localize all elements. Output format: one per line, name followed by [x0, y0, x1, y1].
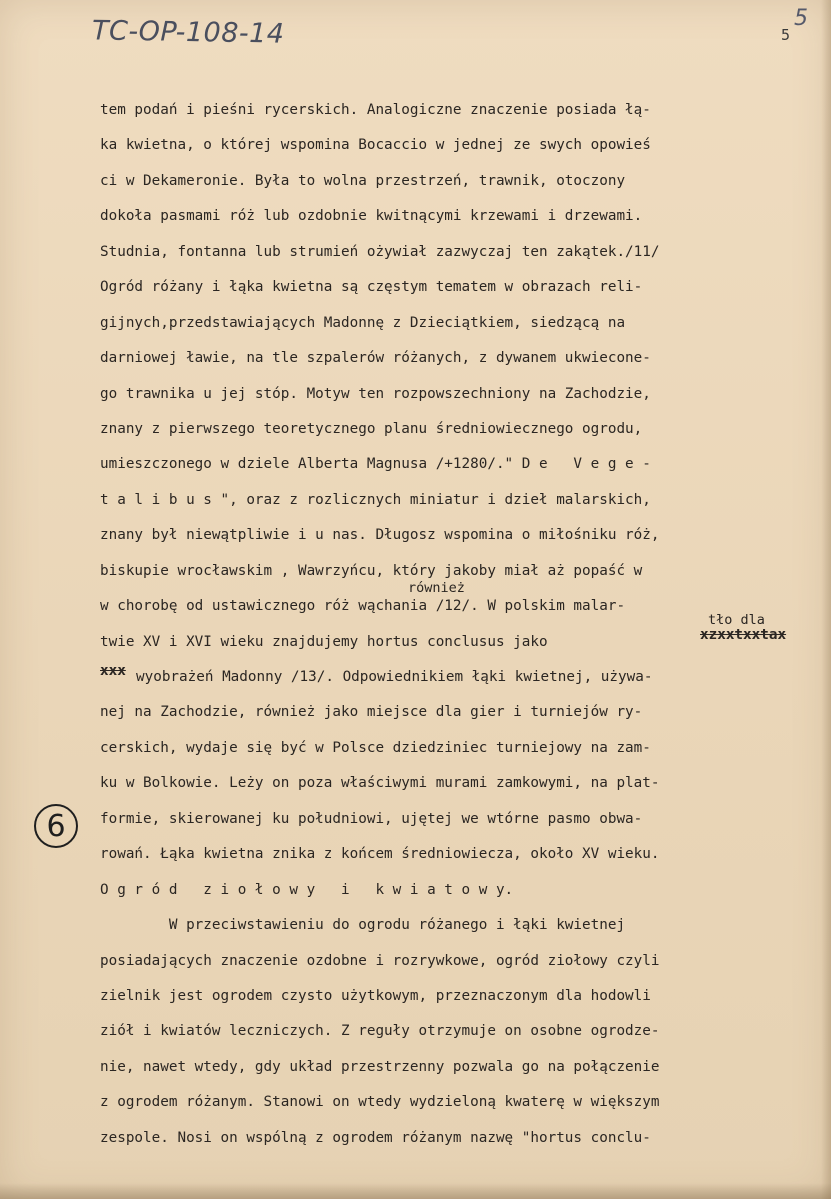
struck-text-end: xzxxtxxtax	[700, 627, 787, 643]
text-line: gijnych,przedstawiających Madonnę z Dzieciątkiem, siedzącą na	[100, 314, 626, 331]
text-line: t a l i b u s ", oraz z rozlicznych miniatur i dzieł malarskich,	[100, 491, 651, 508]
page-number: 5	[781, 26, 791, 44]
text-line: w chorobę od ustawicznego róż wąchania /12/. W polskim malar-	[100, 598, 626, 615]
text-line: umieszczonego w dziele Alberta Magnusa /+1280/." D e V e g e -	[100, 456, 651, 473]
text-line: zespole. Nosi on wspólną z ogrodem różanym nazwę "hortus conclu-	[100, 1129, 651, 1146]
text-line: z ogrodem różanym. Stanowi on wtedy wydzieloną kwaterę w większym	[100, 1094, 660, 1111]
text-line: ku w Bolkowie. Leży on poza właściwymi murami zamkowymi, na plat-	[100, 775, 660, 792]
text-line: Ogród różany i łąka kwietna są częstym tematem w obrazach reli-	[100, 279, 643, 296]
archive-id: TC-OP-108-14	[91, 15, 285, 50]
text-line: formie, skierowanej ku południowi, ujętej we wtórne pasmo obwa-	[100, 810, 643, 827]
text-line: dokoła pasmami róż lub ozdobnie kwitnącymi krzewami i drzewami.	[100, 208, 643, 225]
text-line: Studnia, fontanna lub strumień ożywiał zazwyczaj ten zakątek./11/	[100, 243, 660, 260]
circled-section-number: 6	[34, 804, 78, 848]
text-line: nej na Zachodzie, również jako miejsce dla gier i turniejów ry-	[100, 704, 643, 721]
text-line: wyobrażeń Madonny /13/. Odpowiednikiem łąki kwietnej, używa-	[136, 669, 653, 685]
text-line: ci w Dekameronie. Była to wolna przestrzeń, trawnik, otoczony	[100, 172, 626, 189]
text-line: darniowej ławie, na tle szpalerów różanych, z dywanem ukwieconе-	[100, 350, 651, 367]
text-line: znany z pierwszego teoretycznego planu średniowiecznego ogrodu,	[100, 420, 643, 437]
text-line: biskupie wrocławskim , Wawrzyńcu, który jakoby miał aż popaść w	[100, 562, 643, 579]
text-line: cerskich, wydaje się być w Polsce dziedziniec turniejowy na zam-	[100, 739, 651, 756]
text-line: nie, nawet wtedy, gdy układ przestrzenny pozwala go na połączenie	[100, 1058, 660, 1075]
body-text	[100, 100, 820, 1163]
text-line: O g r ó d z i o ł o w y i k w i a t o w y.	[100, 881, 514, 898]
text-line: W przeciwstawieniu do ogrodu różanego i łąki kwietnej	[100, 917, 626, 934]
page-number-handwritten: 5	[794, 6, 808, 31]
text-line: tem podań i pieśni rycerskich. Analogiczne znaczenie posiada łą-	[100, 102, 651, 118]
text-line: ziół i kwiatów leczniczych. Z reguły otrzymuje on osobne ogrodze-	[100, 1023, 660, 1040]
handwritten-insert-rowniez: również	[408, 580, 465, 596]
text-line: go trawnika u jej stóp. Motyw ten rozpowszechniony na Zachodzie,	[100, 385, 651, 402]
text-line: posiadających znaczenie ozdobne i rozrywkowe, ogród ziołowy czyli	[100, 952, 660, 969]
text-line: ka kwietna, o której wspomina Bocaccio w jednej ze swych opowieś	[100, 137, 651, 154]
text-line: zielnik jest ogrodem czysto użytkowym, przeznaczonym dla hodowli	[100, 987, 651, 1004]
handwritten-insert-tlo-dla: tło dla	[708, 612, 765, 628]
text-line: twie XV i XVI wieku znajdujemy hortus conclusus jako	[100, 633, 548, 650]
struck-text-start: xxx	[100, 663, 126, 679]
text-line: znany był niewątpliwie i u nas. Długosz wspomina o miłośniku róż,	[100, 527, 660, 544]
text-line: rowań. Łąka kwietna znika z końcem średniowiecza, około XV wieku.	[100, 846, 660, 863]
